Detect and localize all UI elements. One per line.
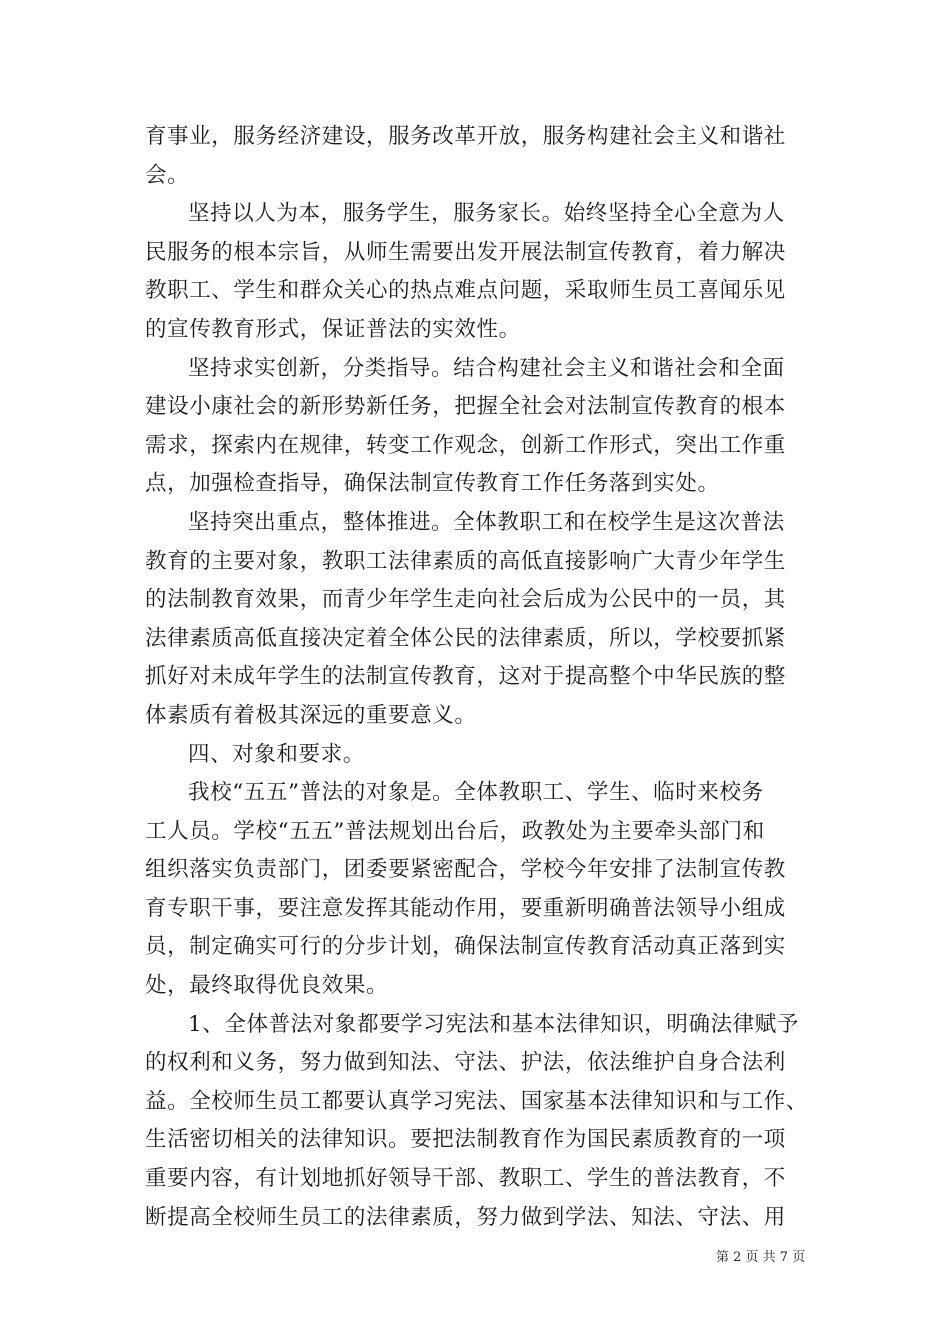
text-line: 工人员。学校“五五”普法规划出台后，政教处为主要牵头部门和: [145, 818, 765, 844]
text-line: 坚持突出重点，整体推进。全体教职工和在校学生是这次普法: [188, 509, 785, 535]
text-line: 组织落实负责部门，团委要紧密配合，学校今年安排了法制宣传教: [145, 857, 786, 883]
text-line: 坚持以人为本，服务学生，服务家长。始终坚持全心全意为人: [188, 201, 785, 227]
text-line: 的法制教育效果，而青少年学生走向社会后成为公民中的一员，其: [145, 587, 786, 613]
text-line: 我校“五五”普法的对象是。全体教职工、学生、临时来校务: [188, 780, 764, 806]
text-line: 断提高全校师生员工的法律素质，努力做到学法、知法、守法、用: [145, 1204, 786, 1230]
text-line: 的权利和义务，努力做到知法、守法、护法，依法维护自身合法利: [145, 1050, 786, 1076]
text-line: 重要内容，有计划地抓好领导干部、教职工、学生的普法教育，不: [145, 1166, 786, 1192]
text-line: 处，最终取得优良效果。: [145, 973, 389, 999]
text-line: 育专职干事，要注意发挥其能动作用，要重新明确普法领导小组成: [145, 895, 786, 921]
text-line: 1、全体普法对象都要学习宪法和基本法律知识，明确法律赋予: [188, 1011, 799, 1037]
text-line: 点，加强检查指导，确保法制宣传教育工作任务落到实处。: [145, 471, 720, 497]
text-line: 教职工、学生和群众关心的热点难点问题，采取师生员工喜闻乐见: [145, 278, 786, 304]
page-number-footer: 第 2 页 共 7 页: [716, 1250, 806, 1265]
text-line: 建设小康社会的新形势新任务，把握全社会对法制宣传教育的根本: [145, 394, 786, 420]
text-line: 四、对象和要求。: [188, 741, 365, 767]
text-line: 民服务的根本宗旨，从师生需要出发开展法制宣传教育，着力解决: [145, 239, 786, 265]
text-line: 生活密切相关的法律知识。要把法制教育作为国民素质教育的一项: [145, 1127, 786, 1153]
text-line: 体素质有着极其深远的重要意义。: [145, 702, 477, 728]
text-line: 坚持求实创新，分类指导。结合构建社会主义和谐社会和全面: [188, 355, 785, 381]
text-line: 会。: [145, 162, 190, 188]
text-line: 育事业，服务经济建设，服务改革开放，服务构建社会主义和谐社: [145, 124, 786, 149]
document-body: [145, 118, 815, 1237]
text-line: 教育的主要对象，教职工法律素质的高低直接影响广大青少年学生: [145, 548, 786, 574]
text-line: 需求，探索内在规律，转变工作观念，创新工作形式，突出工作重: [145, 432, 786, 458]
text-line: 法律素质高低直接决定着全体公民的法律素质，所以，学校要抓紧: [145, 625, 786, 651]
text-line: 抓好对未成年学生的法制宣传教育，这对于提高整个中华民族的整: [145, 664, 786, 690]
text-line: 益。全校师生员工都要认真学习宪法、国家基本法律知识和与工作、: [145, 1088, 809, 1114]
text-line: 的宣传教育形式，保证普法的实效性。: [145, 316, 521, 342]
text-line: 员，制定确实可行的分步计划，确保法制宣传教育活动真正落到实: [145, 934, 786, 960]
